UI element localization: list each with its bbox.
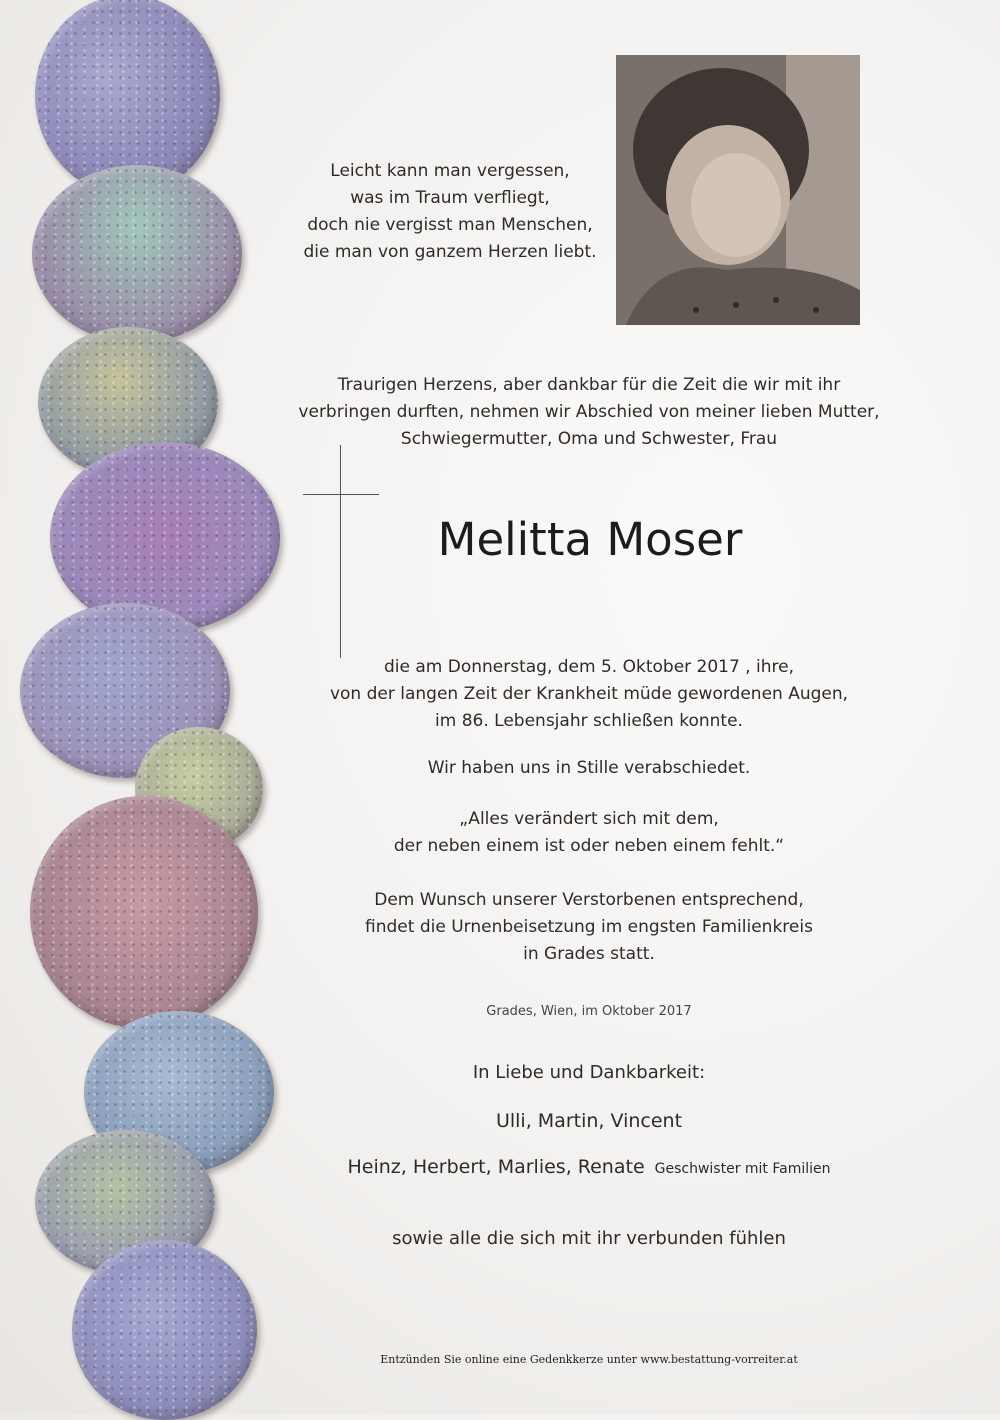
burial-info [290,887,888,968]
death-notice [290,654,888,735]
death-line: von der langen Zeit der Krankheit müde gewordenen Augen, [329,684,849,704]
family-siblings [290,1154,888,1183]
burial-line: Dem Wunsch unserer Verstorbenen entsprechend, [374,890,804,910]
closing-line: sowie alle die sich mit ihr verbunden fühlen [392,1228,786,1249]
siblings-note: Geschwister mit Familien [654,1161,831,1177]
footer-candle-note: Entzünden Sie online eine Gedenkkerze unter www.bestattung-vorreiter.at [380,1353,798,1366]
deceased-name: Melitta Moser [437,513,743,566]
quote-line: der neben einem ist oder neben einem fehlt.“ [393,836,785,856]
family-children: Ulli, Martin, Vincent [495,1110,683,1132]
intro-line: verbringen durften, nehmen wir Abschied von meiner lieben Mutter, [298,402,880,422]
stone-purple [50,442,280,632]
intro-text [290,372,888,453]
portrait-photo [616,55,860,325]
stone-mauve [30,796,258,1029]
stone-mint [32,165,242,343]
quote [290,806,888,860]
decorative-stones [0,0,300,1414]
burial-line: in Grades statt. [523,944,655,964]
love-line: In Liebe und Dankbarkeit: [472,1062,706,1083]
poem [290,158,610,266]
place-date: Grades, Wien, im Oktober 2017 [486,1004,692,1019]
death-line: die am Donnerstag, dem 5. Oktober 2017 , ihre, [383,657,794,677]
poem-line: doch nie vergisst man Menschen, [307,215,593,235]
death-line: im 86. Lebensjahr schließen konnte. [435,711,743,731]
farewell-note: Wir haben uns in Stille verabschiedet. [427,758,751,778]
cross-icon-horizontal [303,494,379,495]
burial-line: findet die Urnenbeisetzung im engsten Familienkreis [365,917,813,937]
stone-lavender-2 [72,1240,257,1420]
quote-line: „Alles verändert sich mit dem, [459,809,719,829]
intro-line: Traurigen Herzens, aber dankbar für die Zeit die wir mit ihr [337,375,841,395]
poem-line: was im Traum verfliegt, [350,188,550,208]
poem-line: Leicht kann man vergessen, [330,161,570,181]
intro-line: Schwiegermutter, Oma und Schwester, Frau [400,429,778,449]
siblings-names: Heinz, Herbert, Marlies, Renate [347,1156,645,1178]
poem-line: die man von ganzem Herzen liebt. [303,242,597,262]
